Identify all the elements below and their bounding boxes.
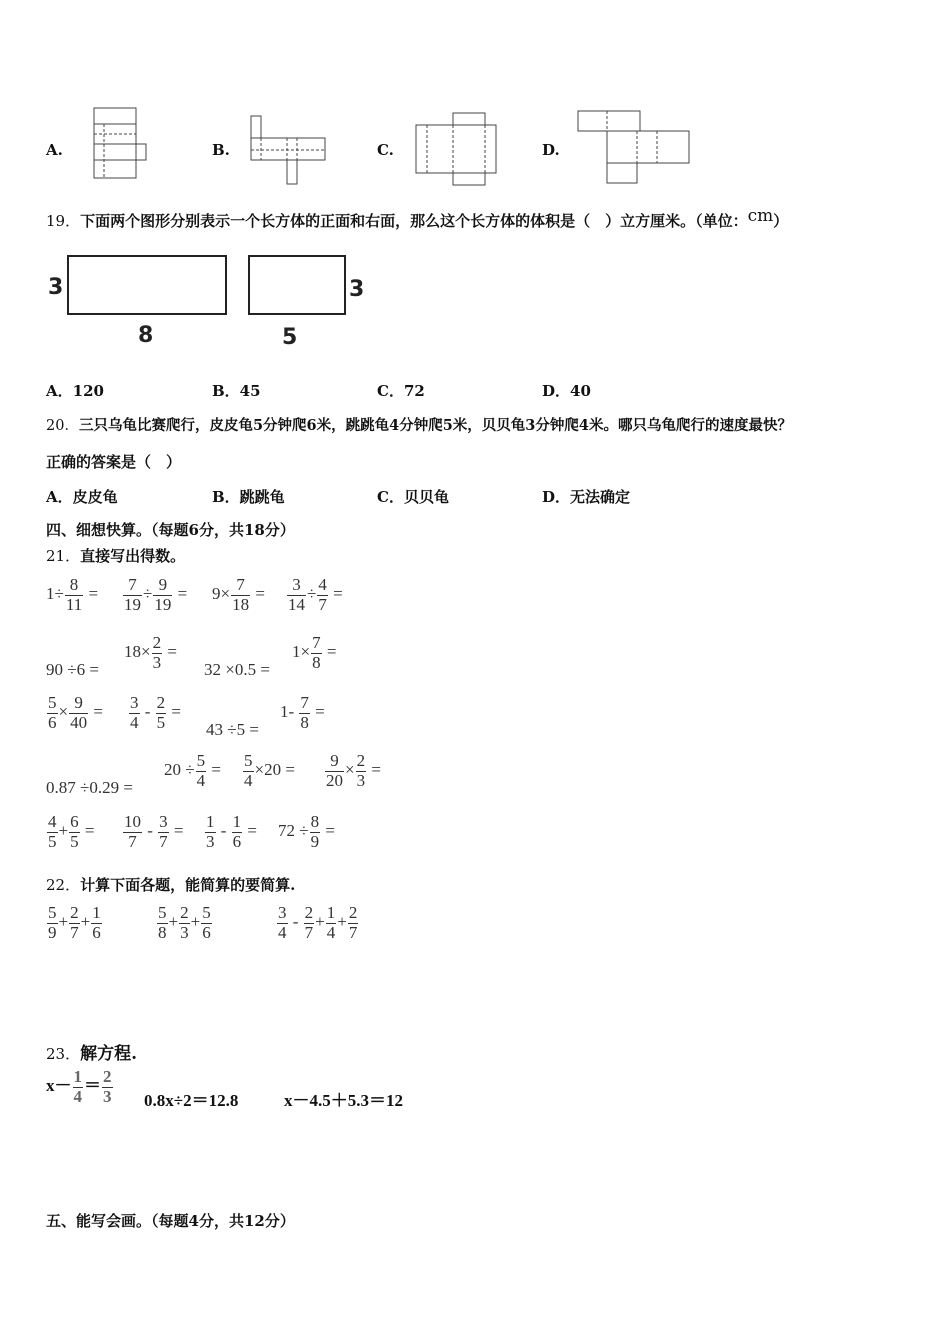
fraction: $\frac{2}{3}$ [356,751,366,790]
section5-title: 五、能写会画。（每题4分，共12分） [46,1212,295,1230]
q21-r4-e4 [324,752,381,790]
fraction: $\frac{1}{6}$ [232,812,242,851]
equals: = [285,760,295,780]
cube-net-D-icon [575,108,693,186]
operator: + [58,912,69,932]
fraction: $\frac{1}{3}$ [206,812,215,851]
q20-number: 20． [46,418,79,434]
fraction: $\frac{2}{7}$ [304,903,314,942]
q19-close: ） [773,212,789,230]
operand: 9 [212,584,221,604]
q20-question [46,414,792,435]
q20-text: 三只乌龟比赛爬行，皮皮龟5分钟爬6米，跳跳龟4分钟爬5米，贝贝龟3分钟爬4米。哪只乌龟爬行的速度最快？ [78,417,792,434]
equals: = [167,642,177,662]
fraction: $\frac{7}{8}$ [300,693,309,732]
side-width-label: 5 [282,325,298,350]
fraction: $\frac{3}{4}$ [278,903,287,942]
equals: = [173,821,184,841]
q20-option-d[interactable]: D．无法确定 [542,488,631,506]
section4-title: 四、细想快算。（每题6分，共18分） [46,521,295,539]
q21-r3-e3: 43 ÷5 = [206,720,259,739]
fraction: $\frac{1}{4}$ [73,1067,82,1106]
fraction: $\frac{2}{3}$ [180,903,189,942]
q23-heading [46,1039,137,1064]
q23-text: 解方程. [80,1044,138,1064]
fraction: $\frac{7}{8}$ [312,633,321,672]
operator: + [80,912,91,932]
fraction: $\frac{9}{20}$ [326,751,343,790]
fraction: $\frac{2}{3}$ [152,633,162,672]
fraction: $\frac{5}{9}$ [48,903,57,942]
q21-r2-e4 [292,634,336,672]
q21-r5-e3 [204,813,257,851]
operator: + [315,912,325,932]
q18-option-b-letter[interactable]: B. [212,141,230,159]
q21-r5-e4 [278,813,335,851]
q22-heading [46,874,295,895]
q19-figures [44,250,374,350]
operand: 20 ÷ [164,760,195,780]
operator: × [220,584,231,604]
equals: = [88,584,99,604]
q21-r1-e2 [122,576,187,614]
q22-e1 [46,904,103,942]
operator: × [141,642,151,662]
front-height-label: 3 [48,275,64,300]
q21-r2-e3: 32 ×0.5 = [204,660,270,679]
operator: + [58,821,69,841]
q20-option-a[interactable]: A．皮皮龟 [46,488,118,506]
equals: = [371,760,381,780]
q18-option-d-letter[interactable]: D. [542,141,560,159]
fraction: $\frac{2}{7}$ [70,903,79,942]
fraction: $\frac{10}{7}$ [124,812,141,851]
equals: = [84,821,95,841]
equals: = [93,702,103,722]
operator: - [220,821,227,841]
q22-number: 22． [46,876,81,894]
q21-number: 21． [46,547,81,565]
q21-r1-e4 [286,576,343,614]
fraction: $\frac{6}{5}$ [70,812,79,851]
q23-eq2: 0.8x÷2＝12.8 [144,1091,239,1110]
equals: = [255,584,265,604]
equals: ＝ [84,1076,101,1096]
operator: - [147,821,153,841]
q20-option-c[interactable]: C．贝贝龟 [377,488,449,506]
q21-r5-e1 [46,813,94,851]
q19-option-c[interactable]: C．72 [377,382,425,400]
q23-eq1 [46,1068,114,1106]
cube-net-C-icon [413,110,499,188]
operator: ÷ [54,584,64,604]
q21-r4-e1: 0.87 ÷0.29 = [46,778,133,797]
q20-option-b[interactable]: B．跳跳龟 [212,488,285,506]
operator: ÷ [143,584,153,604]
equals: = [247,821,258,841]
q18-option-c-letter[interactable]: C. [377,141,394,159]
q19-question [46,206,789,231]
fraction: $\frac{9}{19}$ [154,575,172,614]
q21-r2-e1: 90 ÷6 = [46,660,99,679]
side-face-rect [249,256,345,314]
operator: + [190,912,201,932]
q21-r3-e4 [280,694,325,732]
operator: ÷ [307,584,317,604]
q21-r5-e2 [122,813,184,851]
fraction: $\frac{1}{6}$ [92,903,101,942]
operator: + [337,912,347,932]
operand: x－ [46,1076,72,1096]
equals: = [315,702,325,722]
fraction: $\frac{8}{9}$ [310,812,320,851]
fraction: $\frac{5}{6}$ [202,903,211,942]
q19-option-d[interactable]: D．40 [542,382,591,400]
q20-line2: 正确的答案是（ ） [46,453,182,471]
fraction: $\frac{3}{7}$ [159,812,168,851]
q22-e3 [276,904,359,942]
fraction: $\frac{9}{40}$ [70,693,88,732]
fraction: $\frac{4}{5}$ [48,812,57,851]
operator: × [345,760,355,780]
q19-number: 19． [46,212,81,230]
equals: = [171,702,182,722]
q22-e2 [156,904,213,942]
side-height-label: 3 [349,277,365,302]
q21-r1-e1 [46,576,98,614]
q21-heading [46,545,185,566]
q19-option-a[interactable]: A．120 [46,382,104,400]
operator: - [144,702,151,722]
q19-option-b[interactable]: B．45 [212,382,261,400]
cube-net-A-icon [82,106,150,182]
fraction: $\frac{5}{4}$ [196,751,206,790]
operator: + [168,912,179,932]
equals: = [211,760,221,780]
q21-r3-e2 [128,694,181,732]
operand: 18 [124,642,141,662]
fraction: $\frac{5}{6}$ [48,693,57,732]
equals: = [177,584,188,604]
operand: 1 [292,642,301,662]
q21-r4-e3 [242,752,295,790]
fraction: $\frac{3}{14}$ [288,575,305,614]
q21-r1-e3 [212,576,265,614]
q23-number: 23． [46,1045,81,1063]
fraction: $\frac{2}{3}$ [103,1067,112,1106]
q18-option-a-letter[interactable]: A. [46,141,63,159]
fraction: $\frac{2}{5}$ [156,693,166,732]
q19-text: 下面两个图形分别表示一个长方体的正面和右面，那么这个长方体的体积是（ ）立方厘米。（单位： [80,212,748,230]
fraction: $\frac{5}{4}$ [244,751,253,790]
q21-r2-e2 [124,634,177,672]
fraction: $\frac{2}{7}$ [348,903,358,942]
q21-r4-e2 [164,752,221,790]
equals: = [333,584,343,604]
q22-text: 计算下面各题，能简算的要简算. [80,876,296,894]
q23-eq3: x－4.5＋5.3＝12 [284,1091,403,1110]
q21-r3-e1 [46,694,103,732]
operator: × [58,702,69,722]
front-face-rect [68,256,226,314]
operator: - [292,912,299,932]
operand: 1- [280,702,295,722]
fraction: $\frac{5}{8}$ [158,903,167,942]
cube-net-B-icon [248,114,328,186]
fraction: $\frac{3}{4}$ [130,693,139,732]
fraction: $\frac{7}{18}$ [232,575,250,614]
q21-text: 直接写出得数。 [80,547,186,565]
operand: 72 ÷ [278,821,309,841]
fraction: $\frac{4}{7}$ [318,575,327,614]
operator: ×20 [254,760,282,780]
front-width-label: 8 [138,323,154,348]
fraction: $\frac{7}{19}$ [124,575,141,614]
operator: × [300,642,311,662]
q19-unit: cm [747,206,774,226]
equals: = [325,821,335,841]
operand: 1 [46,584,55,604]
equals: = [326,642,337,662]
fraction: $\frac{1}{4}$ [326,903,336,942]
fraction: $\frac{8}{11}$ [65,575,83,614]
